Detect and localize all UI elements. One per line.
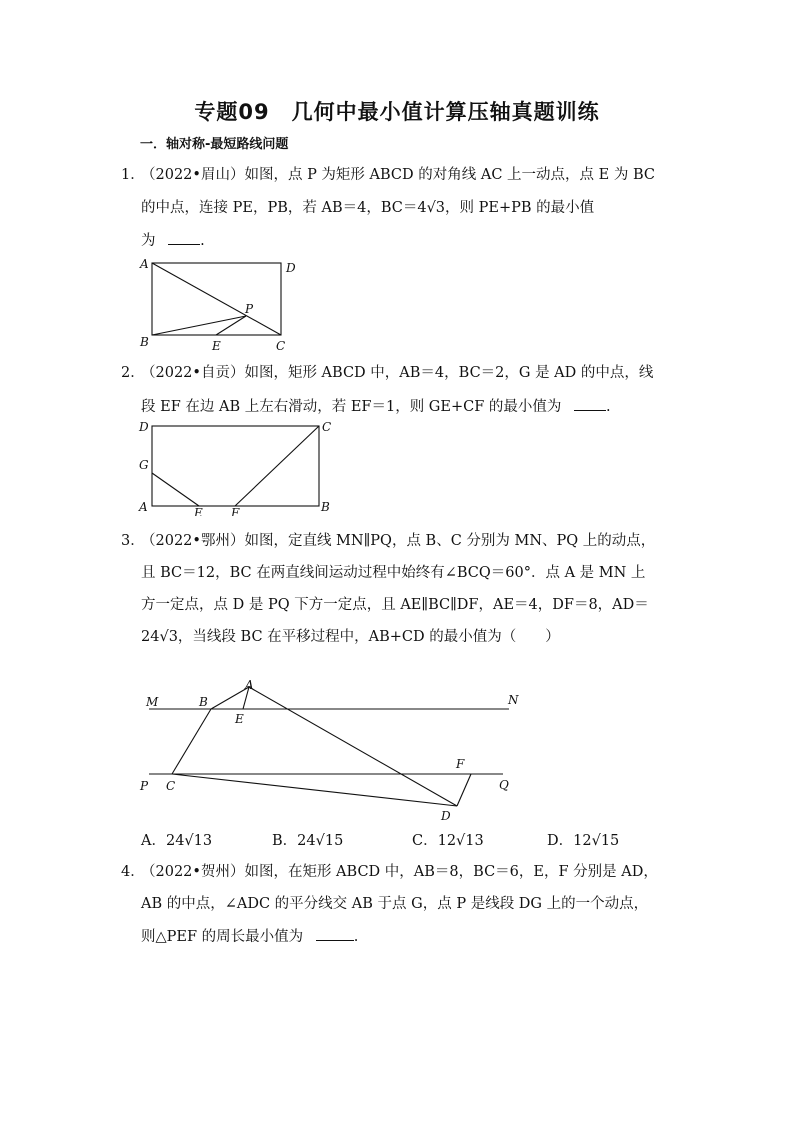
q3-line-3: 方一定点，点 D 是 PQ 下方一定点，且 AE∥BC∥DF，AE＝4，DF＝8，AD＝: [141, 597, 649, 613]
q2-figure: [133, 416, 338, 516]
q4-number: 4．: [121, 864, 145, 880]
q4-line-3: 则△PEF 的周长最小值为 .: [141, 926, 358, 947]
q4-line-3-text: 则△PEF 的周长最小值为: [141, 929, 304, 945]
q3-line-4: 24√3，当线段 BC 在平移过程中，AB+CD 的最小值为（ ）: [141, 629, 560, 645]
q3-choice-b[interactable]: B．24√15: [272, 833, 344, 849]
q3-number: 3．: [121, 533, 145, 549]
section-heading: 一．轴对称-最短路线问题: [140, 137, 289, 152]
q2-label-E: E: [194, 506, 203, 516]
q3-line-1: （2022•鄂州）如图，定直线 MN∥PQ，点 B、C 分别为 MN、PQ 上的动点，: [141, 533, 656, 549]
q3-label-C: C: [166, 779, 176, 793]
q3-label-M: M: [146, 695, 159, 709]
q4-line-1: （2022•贺州）如图，在矩形 ABCD 中，AB＝8，BC＝6，E，F 分别是 AD，: [141, 864, 658, 880]
q3-choice-a[interactable]: A．24√13: [141, 833, 213, 849]
q1-number: 1．: [121, 167, 145, 183]
q3-label-N: N: [508, 693, 519, 707]
q1-label-B: B: [140, 335, 149, 349]
q1-line-1: （2022•眉山）如图，点 P 为矩形 ABCD 的对角线 AC 上一动点，点 E 为 BC: [141, 167, 655, 183]
q3-label-Q: Q: [499, 778, 509, 792]
q3-label-P: P: [140, 779, 149, 793]
q2-line-1: （2022•自贡）如图，矩形 ABCD 中，AB＝4，BC＝2，G 是 AD 的中点，线: [141, 365, 654, 381]
q1-line-2: 的中点，连接 PE，PB，若 AB＝4，BC＝4√3，则 PE+PB 的最小值: [141, 200, 595, 216]
q4-answer-blank[interactable]: [316, 926, 354, 941]
q1-line-3-text: 为: [141, 233, 156, 249]
q3-label-D: D: [441, 809, 451, 823]
q3-label-F: F: [456, 757, 465, 771]
q2-label-F: F: [231, 506, 240, 516]
q1-figure: [135, 252, 315, 354]
q1-line-3: 为 .: [141, 230, 205, 251]
q3-line-2: 且 BC＝12，BC 在两直线间运动过程中始终有∠BCQ＝60°．点 A 是 MN 上: [141, 565, 646, 581]
q3-choice-c[interactable]: C．12√13: [412, 833, 484, 849]
q3-label-A: A: [245, 678, 254, 692]
page-title: 专题09 几何中最小值计算压轴真题训练: [194, 100, 600, 124]
q2-label-A: A: [139, 500, 148, 514]
q3-label-E: E: [235, 712, 244, 726]
q1-label-P: P: [245, 302, 254, 316]
q1-label-C: C: [276, 339, 286, 353]
q1-answer-blank[interactable]: [168, 230, 200, 245]
q3-choice-d[interactable]: D．12√15: [547, 833, 620, 849]
q2-label-D: D: [139, 420, 149, 434]
q2-line-2-text: 段 EF 在边 AB 上左右滑动，若 EF＝1，则 GE+CF 的最小值为: [141, 399, 562, 415]
q2-label-C: C: [322, 420, 332, 434]
q1-label-A: A: [140, 257, 149, 271]
q3-label-B: B: [199, 695, 208, 709]
q3-figure: [135, 675, 525, 825]
q2-line-2: 段 EF 在边 AB 上左右滑动，若 EF＝1，则 GE+CF 的最小值为 .: [141, 396, 611, 417]
q2-number: 2．: [121, 365, 145, 381]
q2-label-G: G: [139, 458, 149, 472]
q1-label-D: D: [286, 261, 296, 275]
q2-answer-blank[interactable]: [574, 396, 606, 411]
q4-line-2: AB 的中点，∠ADC 的平分线交 AB 于点 G，点 P 是线段 DG 上的一个动点，: [141, 896, 649, 912]
q1-label-E: E: [212, 339, 221, 353]
q2-label-B: B: [321, 500, 330, 514]
